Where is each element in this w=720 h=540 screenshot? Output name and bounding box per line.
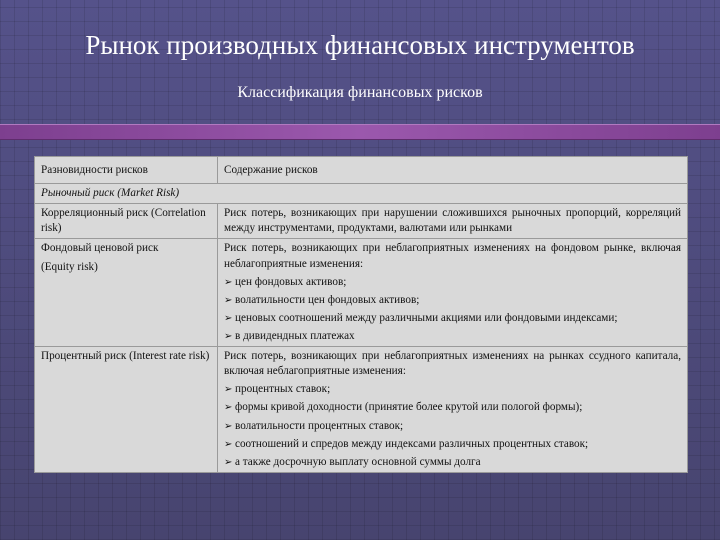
table-header-row [35,157,688,184]
table-row [35,239,688,347]
arrow-bullet-icon: ➢ [224,384,233,396]
arrow-bullet-icon: ➢ [224,402,233,414]
risk-name-cell [35,239,218,347]
list-item: ➢ соотношений и спредов между индексами различных процентных ставок; [224,437,589,450]
arrow-bullet-icon: ➢ [224,276,233,288]
risk-name-english: (Equity risk) [41,260,98,273]
arrow-bullet-icon: ➢ [224,438,233,450]
risk-name: Фондовый ценовой риск [41,242,159,255]
arrow-bullet-icon: ➢ [224,294,233,306]
slide-subtitle: Классификация финансовых рисков [237,84,483,101]
list-item: ➢ цен фондовых активов; [224,275,347,288]
risk-content-cell [218,347,688,473]
risk-content-cell [218,204,688,239]
decorative-bar [0,124,720,140]
risk-name-cell [35,347,218,473]
risk-name: Процентный риск (Interest rate risk) [41,350,210,363]
risk-description: Риск потерь, возникающих при нарушении сложившихся рыночных пропорций, корреляций между инструментами, продуктами, валютами или рынками [224,207,681,235]
table-row [35,347,688,473]
risk-content-cell [218,239,688,347]
risk-name: Корреляционный риск (Correlation risk) [41,207,206,235]
list-item: ➢ формы кривой доходности (принятие более крутой или пологой формы); [224,401,583,414]
list-item: ➢ волатильности процентных ставок; [224,419,404,432]
slide-title: Рынок производных финансовых инструментов [85,30,635,60]
risk-description: Риск потерь, возникающих при неблагоприятных изменениях на рынках ссудного капитала, включая неблагоприятные изменения: [224,350,681,378]
arrow-bullet-icon: ➢ [224,420,233,432]
header-risk-content: Содержание рисков [218,157,688,184]
risk-description: Риск потерь, возникающих при неблагоприятных изменениях на фондовом рынке, включая неблагоприятные изменения: [224,242,681,270]
list-item: ➢ волатильности цен фондовых активов; [224,293,420,306]
arrow-bullet-icon: ➢ [224,312,233,324]
arrow-bullet-icon: ➢ [224,330,233,342]
arrow-bullet-icon: ➢ [224,456,233,468]
list-item: ➢ ценовых соотношений между различными акциями или фондовыми индексами; [224,311,618,324]
risk-name-cell [35,204,218,239]
section-market-risk: Рыночный риск (Market Risk) [35,184,688,204]
list-item: ➢ а также досрочную выплату основной суммы долга [224,455,481,468]
header-risk-types: Разновидности рисков [35,157,218,184]
risk-classification-table [34,156,688,473]
table-section-row [35,184,688,204]
list-item: ➢ процентных ставок; [224,383,331,396]
list-item: ➢ в дивидендных платежах [224,329,355,342]
table-row [35,204,688,239]
